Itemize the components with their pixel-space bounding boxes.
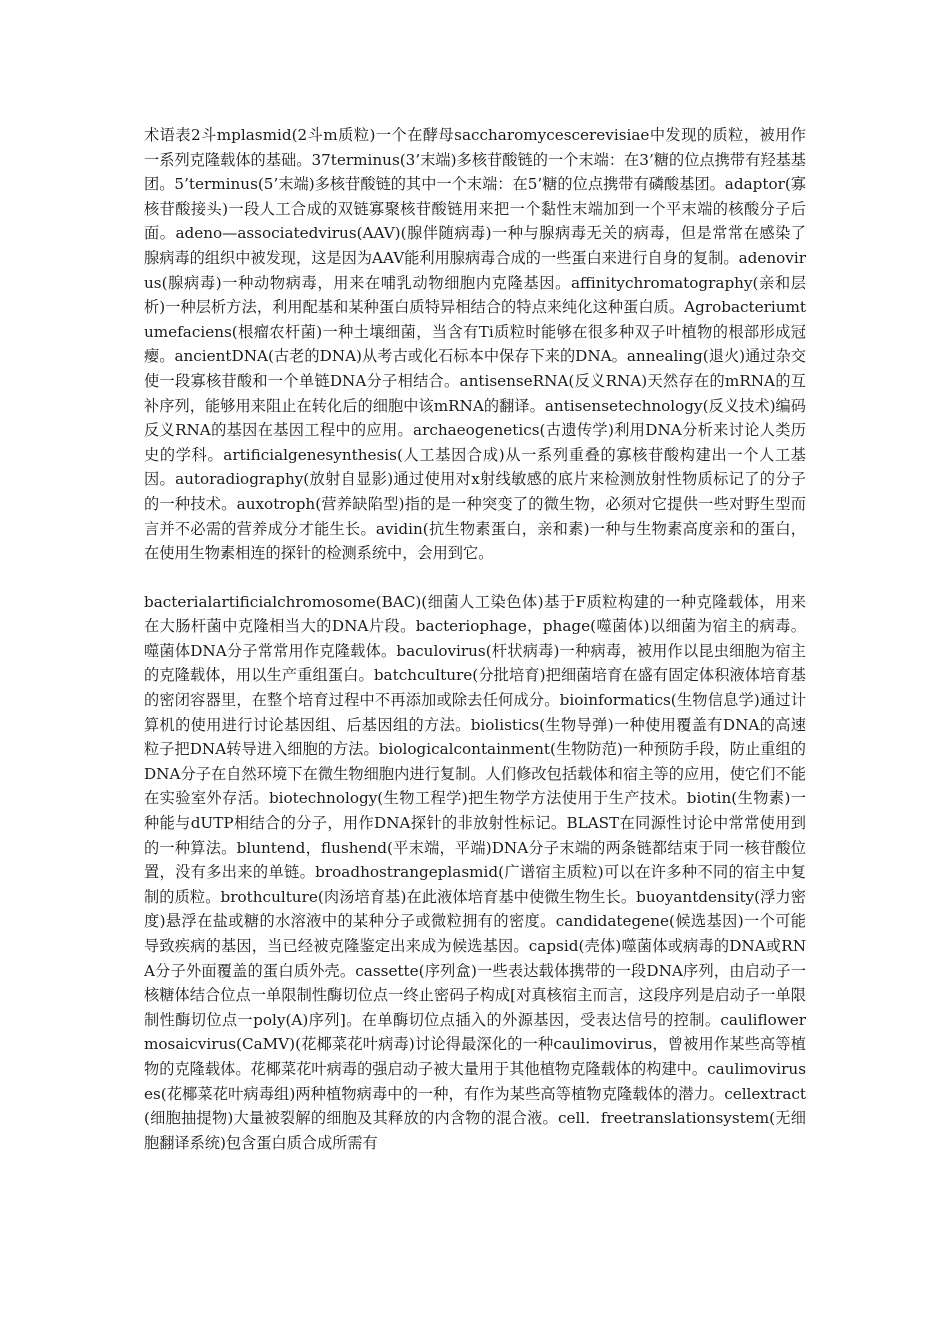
document-page	[144, 123, 806, 1155]
glossary-paragraph-a: 术语表2斗mplasmid(2斗m质粒)一个在酵母saccharomycescerevisiae中发现的质粒，被用作一系列克隆载体的基础。37terminus(3’末端)多核苷酸链的一个末端：在3’糖的位点携带有羟基基团。5’terminus(5’末端)多核苷酸链的其中一个末端：在5’糖的位点携带有磷酸基团。adaptor(寡核苷酸接头)一段人工合成的双链寡聚核苷酸链用来把一个黏性末端加到一个平末端的核酸分子后面。adeno—associatedvirus(AAV)(腺伴随病毒)一种与腺病毒无关的病毒，但是常常在感染了腺病毒的组织中被发现，这是因为AAV能利用腺病毒合成的一些蛋白来进行自身的复制。adenovirus(腺病毒)一种动物病毒，用来在哺乳动物细胞内克隆基因。affinitychromatography(亲和层析)一种层析方法，利用配基和某种蛋白质特异相结合的特点来纯化这种蛋白质。Agrobacteriumtumefaciens(根瘤农杆菌)一种土壤细菌，当含有Ti质粒时能够在很多种双子叶植物的根部形成冠瘿。ancientDNA(古老的DNA)从考古或化石标本中保存下来的DNA。annealing(退火)通过杂交使一段寡核苷酸和一个单链DNA分子相结合。antisenseRNA(反义RNA)天然存在的mRNA的互补序列，能够用来阻止在转化后的细胞中该mRNA的翻译。antisensetechnology(反义技术)编码反义RNA的基因在基因工程中的应用。archaeogenetics(古遗传学)利用DNA分析来讨论人类历史的学科。artificialgenesynthesis(人工基因合成)从一系列重叠的寡核苷酸构建出一个人工基因。autoradiography(放射自显影)通过使用对x射线敏感的底片来检测放射性物质标记了的分子的一种技术。auxotroph(营养缺陷型)指的是一种突变了的微生物，必须对它提供一些对野生型而言并不必需的营养成分才能生长。avidin(抗生物素蛋白，亲和素)一种与生物素高度亲和的蛋白，在使用生物素相连的探针的检测系统中，会用到它。	[144, 126, 806, 563]
glossary-paragraph-b-c: bacterialartificialchromosome(BAC)(细菌人工染色体)基于F质粒构建的一种克隆载体，用来在大肠杆菌中克隆相当大的DNA片段。bacteriophage，phage(噬菌体)以细菌为宿主的病毒。噬菌体DNA分子常常用作克隆载体。baculovirus(杆状病毒)一种病毒，被用作以昆虫细胞为宿主的克隆载体，用以生产重组蛋白。batchculture(分批培育)把细菌培育在盛有固定体积液体培育基的密闭容器里，在整个培育过程中不再添加或除去任何成分。bioinformatics(生物信息学)通过计算机的使用进行讨论基因组、后基因组的方法。biolistics(生物导弹)一种使用覆盖有DNA的高速粒子把DNA转导进入细胞的方法。biologicalcontainment(生物防范)一种预防手段，防止重组的DNA分子在自然环境下在微生物细胞内进行复制。人们修改包括载体和宿主等的应用，使它们不能在实验室外存活。biotechnology(生物工程学)把生物学方法使用于生产技术。biotin(生物素)一种能与dUTP相结合的分子，用作DNA探针的非放射性标记。BLAST在同源性讨论中常常使用到的一种算法。bluntend，flushend(平末端，平端)DNA分子末端的两条链都结束于同一核苷酸位置，没有多出来的单链。broadhostrangeplasmid(广谱宿主质粒)可以在许多种不同的宿主中复制的质粒。brothculture(肉汤培育基)在此液体培育基中使微生物生长。buoyantdensity(浮力密度)悬浮在盐或糖的水溶液中的某种分子或微粒拥有的密度。candidategene(候选基因)一个可能导致疾病的基因，当已经被克隆鉴定出来成为候选基因。capsid(壳体)噬菌体或病毒的DNA或RNA分子外面覆盖的蛋白质外壳。cassette(序列盒)一些表达载体携带的一段DNA序列，由启动子一核糖体结合位点一单限制性酶切位点一终止密码子构成[对真核宿主而言，这段序列是启动子一单限制性酶切位点一poly(A)序列]。在单酶切位点插入的外源基因，受表达信号的控制。cauliflowermosaicvirus(CaMV)(花椰菜花叶病毒)讨论得最深化的一种caulimovirus，曾被用作某些高等植物的克隆载体。花椰菜花叶病毒的强启动子被大量用于其他植物克隆载体的构建中。caulimoviruses(花椰菜花叶病毒组)两种植物病毒中的一种，有作为某些高等植物克隆载体的潜力。cellextract(细胞抽提物)大量被裂解的细胞及其释放的内含物的混合液。cell．freetranslationsystem(无细胞翻译系统)包含蛋白质合成所需有	[144, 592, 806, 1152]
